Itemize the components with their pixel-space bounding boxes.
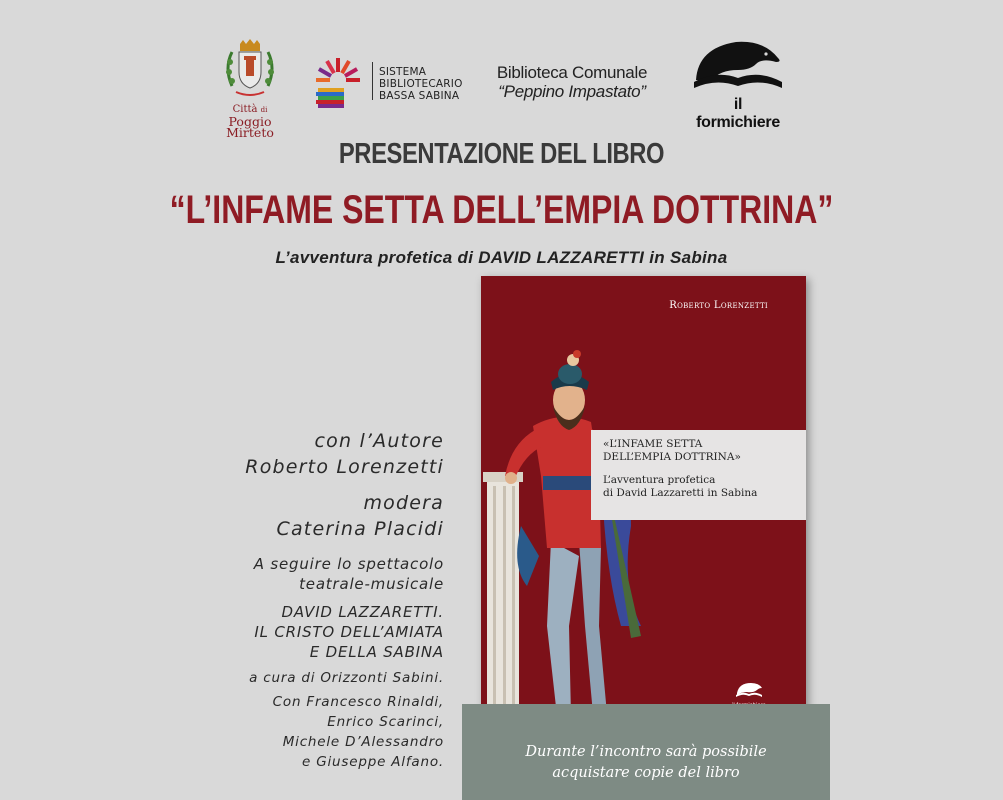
biblioteca-line-1: Biblioteca Comunale [496,63,648,82]
logo-row [0,30,1003,140]
biblioteca-line-2: “Peppino Impastato” [498,82,646,101]
sistema-line: SISTEMA [379,66,427,78]
books-burst-icon [312,54,364,110]
show-title-line: E DELLA SABINA [309,643,444,661]
anteater-book-icon [692,36,784,94]
cover-subtitle-line: di David Lazzaretti in Sabina [603,487,758,499]
show-title-line: DAVID LAZZARETTI. [281,603,444,621]
author-name: Roberto Lorenzetti [245,456,444,478]
cast-line: Enrico Scarinci, [327,714,444,730]
moderator-name: Caterina Placidi [276,518,444,540]
purchase-note-bar [462,704,830,800]
curated-by: a cura di Orizzonti Sabini. [249,670,444,686]
lazzaretti-portrait-image [481,326,691,731]
cast-line: Michele D’Alessandro [282,734,444,750]
book-subtitle: L’avventura profetica di DAVID LAZZARETTI in Sabina [275,248,728,267]
city-label-small: di [260,106,268,114]
publisher-logo-icon [735,681,763,699]
show-intro-line: teatrale-musicale [299,575,444,593]
cover-author: Roberto Lorenzetti [669,300,768,311]
cover-title-box [591,430,806,520]
city-crest-icon [222,38,278,100]
con-autore-label: con l’Autore [314,430,444,452]
book-title: “L’INFAME SETTA DELL’EMPIA DOTTRINA” [169,188,834,232]
cast-line: e Giuseppe Alfano. [302,754,444,770]
cover-title-line: «L’INFAME SETTA [603,438,703,450]
sistema-line: BASSA SABINA [379,90,460,102]
city-label: Città [232,104,258,115]
show-intro-line: A seguire lo spettacolo [253,555,444,573]
sistema-line: BIBLIOTECARIO [379,78,463,90]
cover-title-line: DELL’EMPIA DOTTRINA» [603,451,741,463]
formichiere-logo [690,36,786,132]
biblioteca-comunale-logo [482,63,662,101]
cover-subtitle-line: L’avventura profetica [603,474,716,486]
city-name: Poggio Mirteto [226,114,274,140]
cast-line: Con Francesco Rinaldi, [272,694,444,710]
poggio-mirteto-logo [205,38,295,138]
formichiere-name: il formichiere [696,96,780,131]
sistema-bibliotecario-logo [312,54,482,114]
event-details [114,428,444,772]
headline: PRESENTAZIONE DEL LIBRO [338,138,665,170]
book-cover [481,276,806,731]
divider [372,62,373,100]
purchase-note-line: Durante l’incontro sarà possibile [525,744,767,760]
purchase-note-line: acquistare copie del libro [552,765,740,781]
modera-label: modera [363,492,444,514]
show-title-line: IL CRISTO DELL’AMIATA [254,623,444,641]
